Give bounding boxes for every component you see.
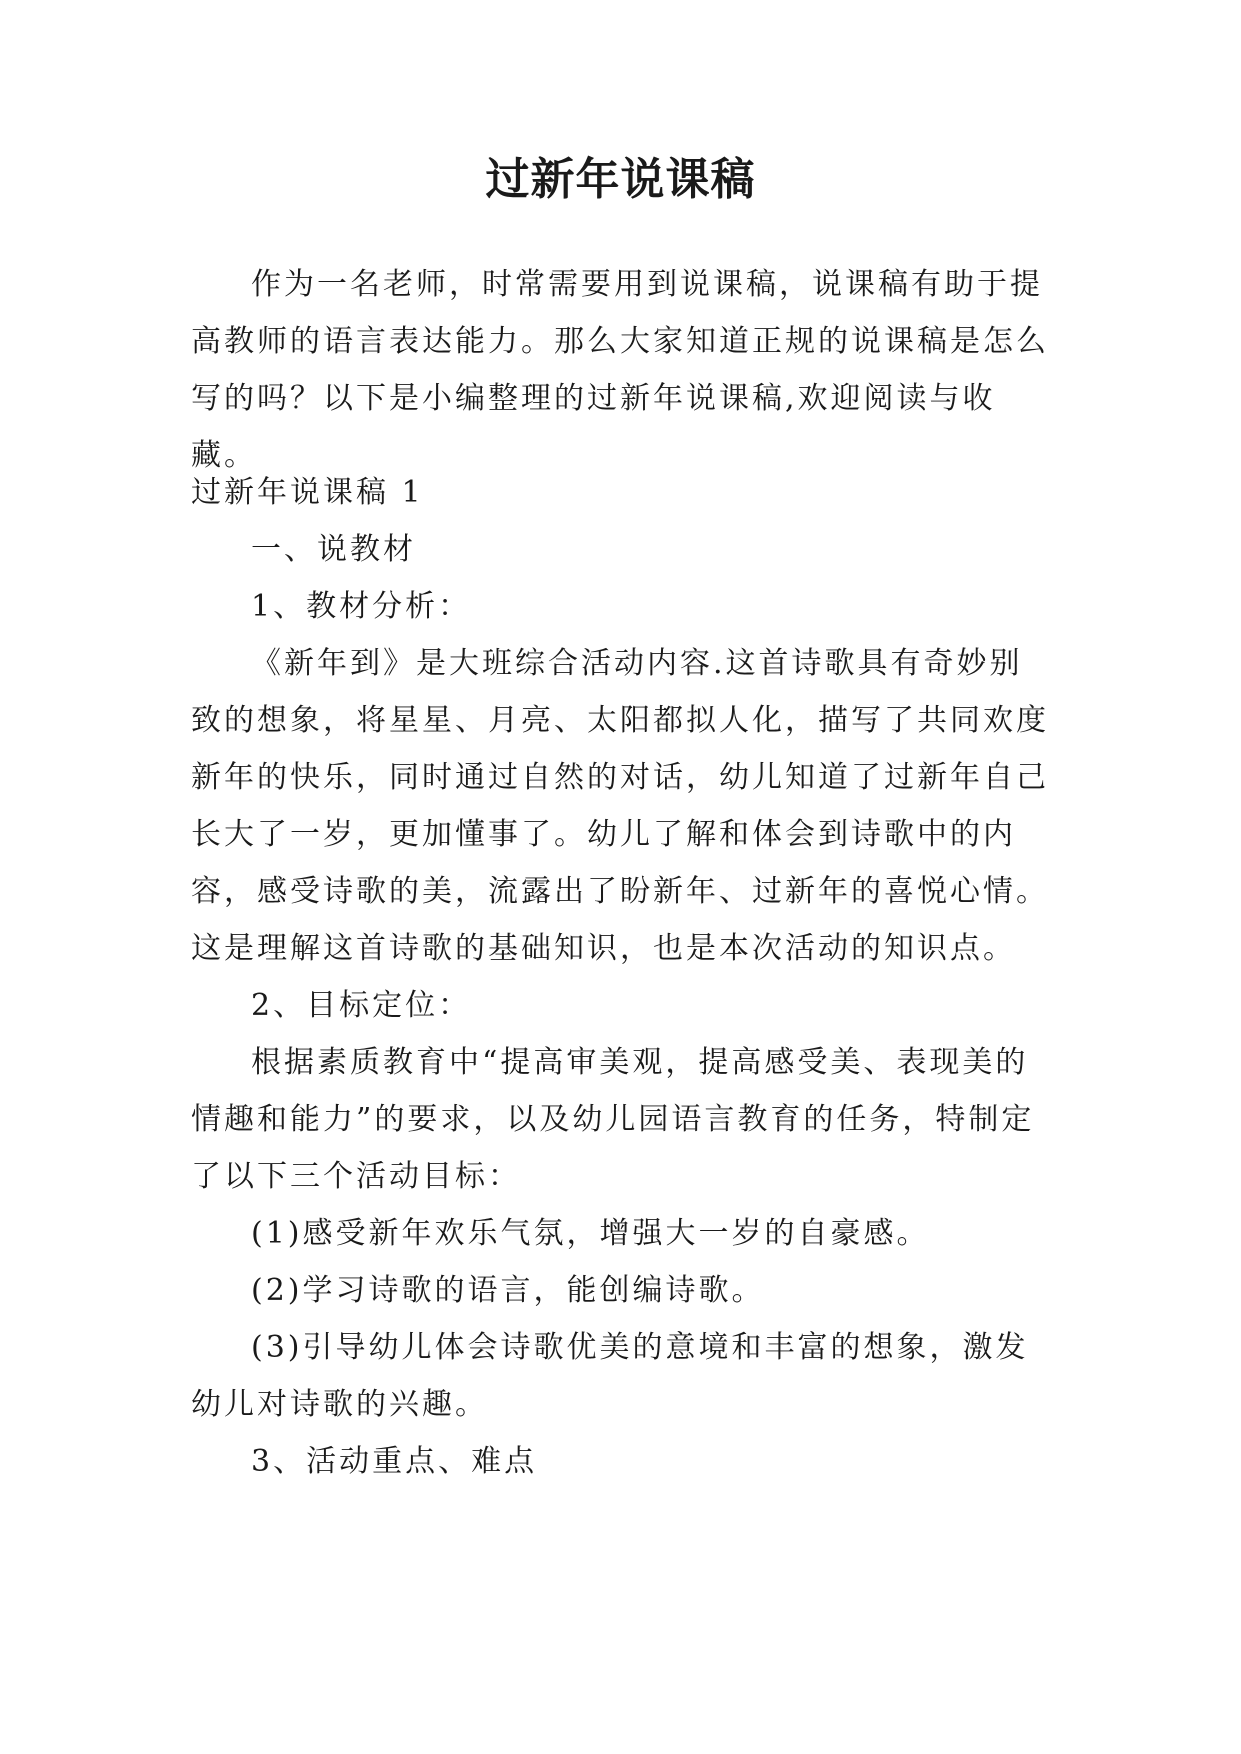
goal-item-2: (2)学习诗歌的语言，能创编诗歌。 — [251, 1273, 765, 1308]
heading-teaching-material: 一、说教材 — [251, 532, 416, 567]
goal-item-3: (3)引导幼儿体会诗歌优美的意境和丰富的想象，激发幼儿对诗歌的兴趣。 — [191, 1330, 1029, 1422]
document-title: 过新年说课稿 — [485, 154, 756, 205]
subheading-material-analysis: 1、教材分析： — [251, 589, 472, 624]
subheading-key-points: 3、活动重点、难点 — [251, 1444, 538, 1479]
intro-block — [191, 256, 1051, 484]
goal-item-1: (1)感受新年欢乐气氛，增强大一岁的自豪感。 — [251, 1216, 930, 1251]
paragraph-goal-positioning: 根据素质教育中“提高审美观，提高感受美、表现美的情趣和能力”的要求，以及幼儿园语言教育的任务，特制定了以下三个活动目标： — [191, 1045, 1035, 1194]
subheading-goal-positioning: 2、目标定位： — [251, 988, 472, 1023]
intro-paragraph: 作为一名老师，时常需要用到说课稿，说课稿有助于提高教师的语言表达能力。那么大家知道正规的说课稿是怎么写的吗？以下是小编整理的过新年说课稿,欢迎阅读与收藏。 — [191, 267, 1049, 473]
section-block — [191, 464, 1051, 1490]
section-title: 过新年说课稿 1 — [191, 475, 424, 510]
paragraph-material-analysis: 《新年到》是大班综合活动内容.这首诗歌具有奇妙别致的想象，将星星、月亮、太阳都拟人化，描写了共同欢度新年的快乐，同时通过自然的对话，幼儿知道了过新年自己长大了一岁，更加懂事了。幼儿了解和体会到诗歌中的内容，感受诗歌的美，流露出了盼新年、过新年的喜悦心情。这是理解这首诗歌的基础知识，也是本次活动的知识点。 — [191, 646, 1049, 966]
